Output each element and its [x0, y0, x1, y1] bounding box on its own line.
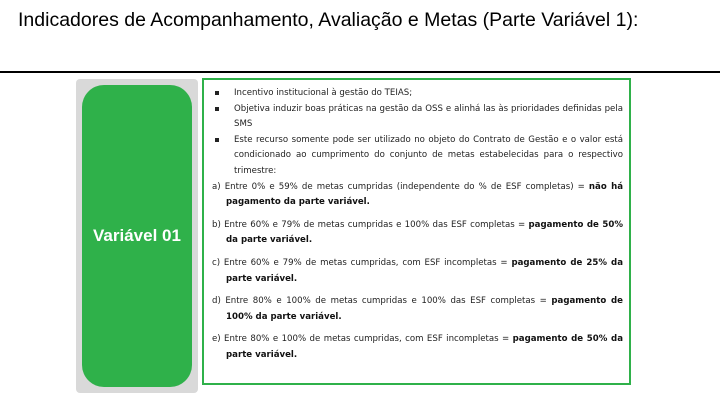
condition-text: e) Entre 80% e 100% de metas cumpridas, com ESF incompletas =	[212, 334, 513, 345]
condition-result: pagamento de 100% da parte variável.	[226, 296, 623, 322]
condition-result: pagamento de 50% da parte variável.	[226, 334, 623, 360]
variable-label: Variável 01	[93, 226, 181, 245]
condition-item-b	[212, 218, 623, 249]
condition-result: pagamento de 25% da parte variável.	[226, 257, 624, 284]
side-panel	[76, 79, 198, 393]
condition-item-e	[212, 332, 623, 363]
condition-text: b) Entre 60% e 79% de metas cumpridas e 100% das ESF completas =	[212, 219, 529, 230]
condition-text: d) Entre 80% e 100% de metas cumpridas e 100% das ESF completas =	[212, 296, 552, 307]
condition-item-a	[212, 180, 623, 211]
variable-label-box	[82, 85, 192, 387]
bullet-item: Incentivo institucional à gestão do TEIAS;	[212, 86, 623, 102]
condition-item-c	[212, 256, 623, 287]
title-divider	[0, 71, 720, 73]
condition-result: pagamento de 50% da parte variável.	[226, 219, 623, 246]
bullet-item: Objetiva induzir boas práticas na gestão da OSS e alinhá las às prioridades definidas pela SMS	[212, 102, 623, 133]
slide-title: Indicadores de Acompanhamento, Avaliação e Metas (Parte Variável 1):	[18, 9, 639, 31]
bullet-item: Este recurso somente pode ser utilizado no objeto do Contrato de Gestão e o valor está condicionado ao cumprimento do conjunto de metas estabelecidas para o respectivo trimestre:	[212, 133, 623, 180]
condition-result: não há pagamento da parte variável.	[226, 181, 624, 208]
condition-text: a) Entre 0% e 59% de metas cumpridas (independente do % de ESF completas) =	[212, 181, 589, 192]
condition-item-d	[212, 294, 623, 325]
condition-list	[212, 180, 623, 364]
bullet-list	[212, 86, 623, 180]
condition-text: c) Entre 60% e 79% de metas cumpridas, com ESF incompletas =	[212, 257, 512, 268]
content-box	[202, 78, 631, 385]
